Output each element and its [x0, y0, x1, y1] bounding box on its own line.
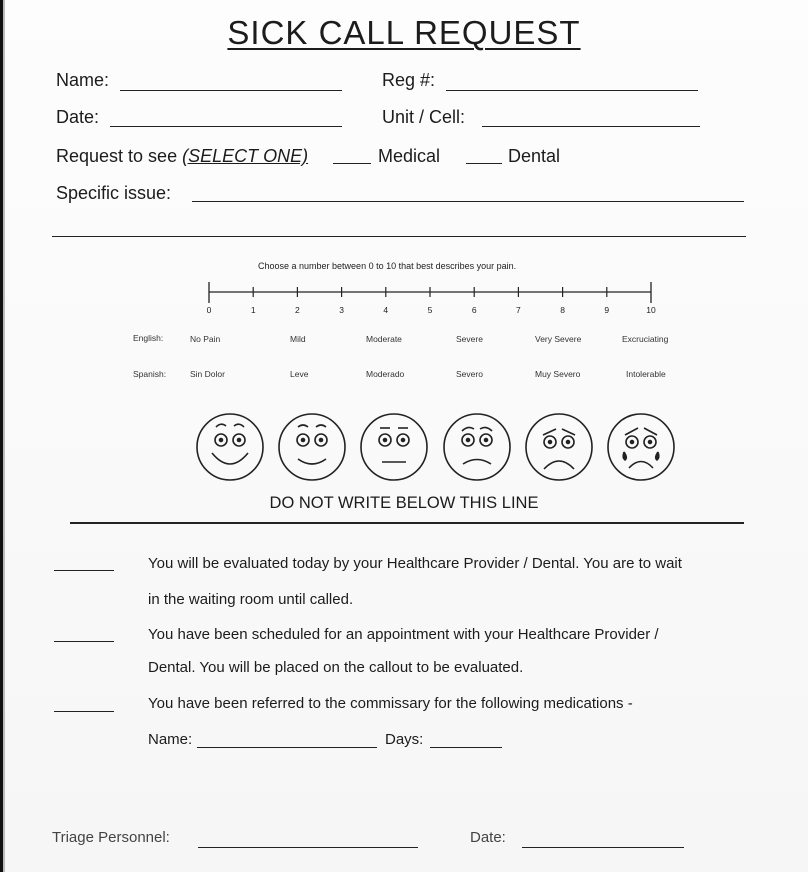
specific-issue-field[interactable]: [192, 201, 744, 202]
staff-divider: [70, 522, 744, 524]
spanish-moderado: Moderado: [366, 369, 405, 379]
pain-tick-label: 0: [206, 305, 212, 315]
specific-issue-field-line2[interactable]: [52, 236, 746, 237]
face-mild-icon: [279, 414, 345, 480]
pain-scale-instruction: Choose a number between 0 to 10 that best describes your pain.: [258, 261, 517, 271]
option-commissary-check[interactable]: [54, 711, 114, 712]
date-label: Date:: [56, 107, 100, 127]
option-evaluated-today-line1: You will be evaluated today by your Healthcare Provider / Dental. You are to wait: [148, 555, 682, 572]
pain-tick-label: 9: [604, 305, 610, 315]
face-severe-icon: [444, 414, 510, 480]
option-evaluated-today-check[interactable]: [54, 570, 114, 571]
pain-tick-label: 5: [427, 305, 433, 315]
pain-tick-label: 4: [383, 305, 389, 315]
option-commissary-line1: You have been referred to the commissary for the following medications -: [148, 695, 633, 712]
dental-checkbox-line[interactable]: [466, 163, 502, 164]
spanish-severo: Severo: [456, 369, 483, 379]
spanish-leve: Leve: [290, 369, 309, 379]
pain-tick-label: 8: [560, 305, 565, 315]
name-label: Name:: [56, 70, 110, 90]
pain-tick-label: 3: [339, 305, 344, 315]
scan-edge-shade: [3, 0, 5, 872]
english-moderate: Moderate: [366, 334, 402, 344]
pain-tick-label: 7: [516, 305, 521, 315]
pain-faces: [190, 407, 680, 487]
spanish-intolerable: Intolerable: [626, 369, 666, 379]
medication-name-field[interactable]: [197, 747, 377, 748]
face-very-severe-icon: [526, 414, 592, 480]
pain-tick-label: 6: [471, 305, 477, 315]
pain-tick-label: 10: [646, 305, 656, 315]
medical-checkbox-line[interactable]: [333, 163, 371, 164]
option-scheduled-line2: Dental. You will be placed on the callout to be evaluated.: [148, 659, 524, 676]
face-no-pain-icon: [197, 414, 263, 480]
english-excruciating: Excruciating: [622, 334, 669, 344]
spanish-muy-severo: Muy Severo: [535, 369, 581, 379]
face-moderate-icon: [361, 414, 427, 480]
select-one-note: (SELECT ONE): [182, 146, 309, 166]
english-row-label: English:: [133, 333, 164, 343]
reg-field[interactable]: [446, 90, 698, 91]
name-field[interactable]: [120, 90, 342, 91]
specific-issue-label: Specific issue:: [56, 183, 172, 203]
dental-label: Dental: [508, 146, 561, 166]
triage-personnel-label: Triage Personnel:: [52, 829, 170, 846]
spanish-row-label: Spanish:: [133, 369, 167, 379]
date-field[interactable]: [110, 126, 342, 127]
triage-date-field[interactable]: [522, 847, 684, 848]
unit-cell-field[interactable]: [482, 126, 700, 127]
english-no-pain: No Pain: [190, 334, 221, 344]
medication-name-label: Name:: [148, 731, 193, 748]
medical-label: Medical: [378, 146, 441, 166]
face-excruciating-icon: [608, 414, 674, 480]
unit-cell-label: Unit / Cell:: [382, 107, 466, 127]
pain-scale-axis: [196, 277, 666, 317]
option-scheduled-check[interactable]: [54, 641, 114, 642]
option-scheduled-line1: You have been scheduled for an appointment with your Healthcare Provider /: [148, 626, 659, 643]
pain-tick-label: 2: [295, 305, 300, 315]
english-mild: Mild: [290, 334, 306, 344]
spanish-sin-dolor: Sin Dolor: [190, 369, 225, 379]
medication-days-field[interactable]: [430, 747, 502, 748]
option-evaluated-today-line2: in the waiting room until called.: [148, 591, 354, 608]
do-not-write-notice: DO NOT WRITE BELOW THIS LINE: [269, 494, 539, 512]
form-title: SICK CALL REQUEST: [227, 14, 581, 51]
english-severe: Severe: [456, 334, 483, 344]
request-label: Request to see (SELECT ONE): [56, 146, 309, 166]
pain-tick-label: 1: [250, 305, 256, 315]
triage-personnel-field[interactable]: [198, 847, 418, 848]
english-very-severe: Very Severe: [535, 334, 582, 344]
medication-days-label: Days:: [385, 731, 424, 748]
reg-label: Reg #:: [382, 70, 436, 90]
triage-date-label: Date:: [470, 829, 506, 846]
